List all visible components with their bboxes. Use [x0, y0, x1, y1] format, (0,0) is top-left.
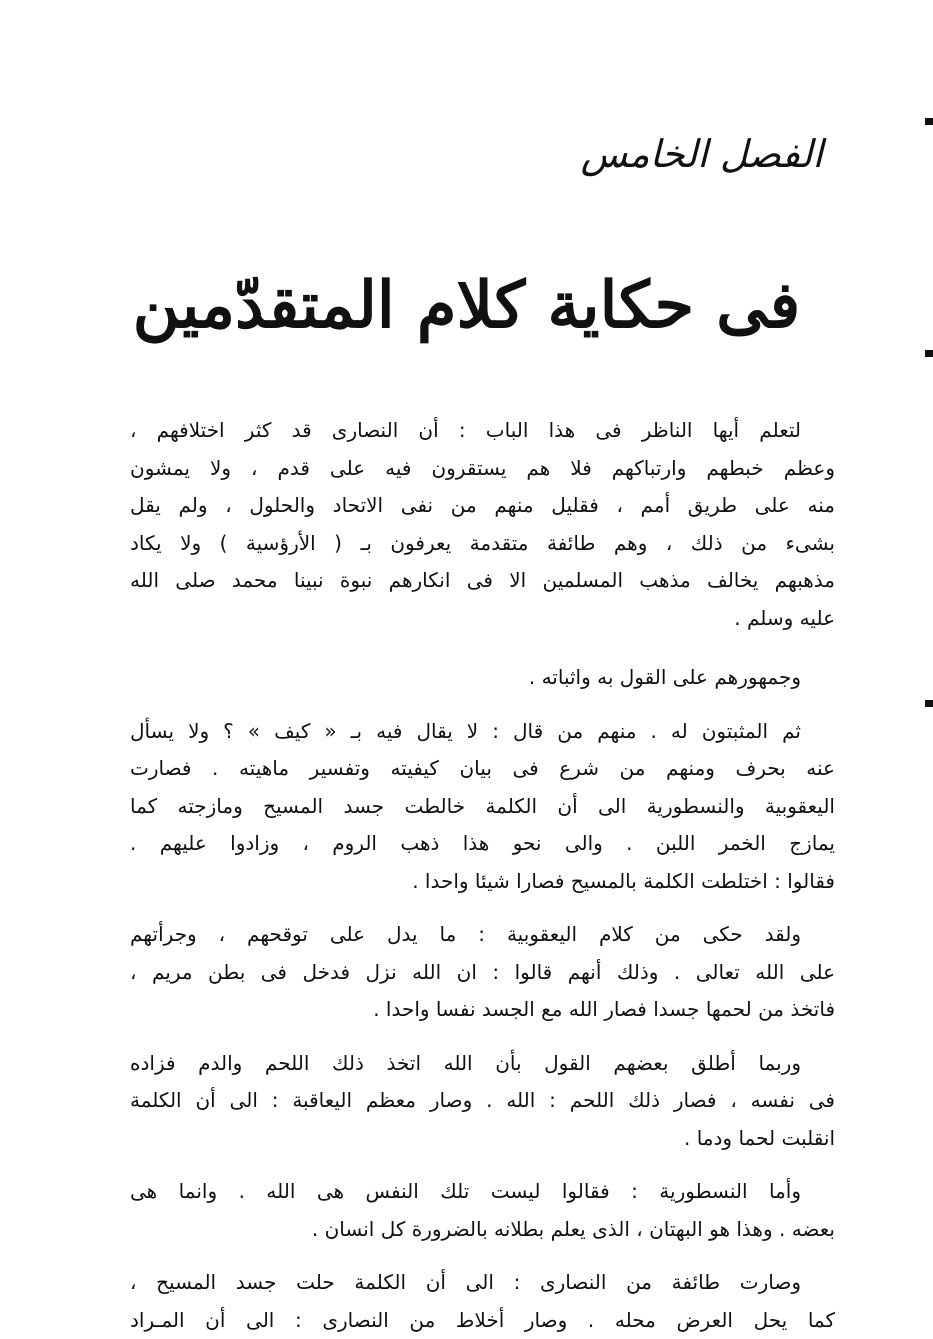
text-line: كما يحل العرض محله . وصار أخلاط من النصارى : الى أن المـراد: [130, 1302, 835, 1339]
text-line: فى نفسه ، فصار ذلك اللحم : الله . وصار معظم اليعاقبة : الى أن الكلمة: [130, 1082, 835, 1120]
paragraph-7: [130, 1264, 835, 1339]
paragraph-6: [130, 1173, 835, 1248]
chapter-heading: الفصل الخامس: [581, 132, 823, 176]
text-line: ولقد حكى من كلام اليعقوبية : ما يدل على توقحهم ، وجرأتهم: [130, 916, 835, 954]
margin-mark: [925, 700, 933, 707]
body-text: [130, 412, 835, 1339]
text-line: وأما النسطورية : فقالوا ليست تلك النفس هى الله . وانما هى: [130, 1173, 835, 1211]
text-line: وربما أطلق بعضهم القول بأن الله اتخذ ذلك اللحم والدم فزاده: [130, 1045, 835, 1083]
paragraph-3: [130, 713, 835, 901]
paragraph-1: [130, 412, 835, 637]
paragraph-2: [130, 659, 835, 697]
text-line: بعضه . وهذا هو البهتان ، الذى يعلم بطلانه بالضرورة كل انسان .: [130, 1211, 835, 1249]
text-line: فاتخذ من لحمها جسدا فصار الله مع الجسد نفسا واحدا .: [130, 991, 835, 1029]
text-line: انقلبت لحما ودما .: [130, 1120, 835, 1158]
text-line: لتعلم أيها الناظر فى هذا الباب : أن النصارى قد كثر اختلافهم ،: [130, 412, 835, 450]
margin-mark: [925, 350, 933, 357]
text-line: وصارت طائفة من النصارى : الى أن الكلمة حلت جسد المسيح ،: [130, 1264, 835, 1302]
text-line: بشىء من ذلك ، وهم طائفة متقدمة يعرفون بـ ( الأرؤسية ) ولا يكاد: [130, 525, 835, 563]
paragraph-5: [130, 1045, 835, 1158]
text-line: مذهبهم يخالف مذهب المسلمين الا فى انكارهم نبوة نبينا محمد صلى الله: [130, 562, 835, 600]
section-title: فى حكاية كلام المتقدّمين: [0, 268, 933, 343]
text-line: اليعقوبية والنسطورية الى أن الكلمة خالطت جسد المسيح ومازجته كما: [130, 788, 835, 826]
text-line: يمازج الخمر اللبن . والى نحو هذا ذهب الروم ، وزادوا عليهم .: [130, 825, 835, 863]
text-line: فقالوا : اختلطت الكلمة بالمسيح فصارا شيئا واحدا .: [130, 863, 835, 901]
text-line: منه على طريق أمم ، فقليل منهم من نفى الاتحاد والحلول ، ولم يقل: [130, 487, 835, 525]
text-line: عنه بحرف ومنهم من شرع فى بيان كيفيته وتفسير ماهيته . فصارت: [130, 750, 835, 788]
text-line: عليه وسلم .: [130, 600, 835, 638]
margin-mark: [925, 118, 933, 125]
text-line: على الله تعالى . وذلك أنهم قالوا : ان الله نزل فدخل فى بطن مريم ،: [130, 954, 835, 992]
text-line: وعظم خبطهم وارتباكهم فلا هم يستقرون فيه على قدم ، ولا يمشون: [130, 450, 835, 488]
text-line: ثم المثبتون له . منهم من قال : لا يقال فيه بـ « كيف » ؟ ولا يسأل: [130, 713, 835, 751]
text-line: وجمهورهم على القول به واثباته .: [130, 659, 835, 697]
paragraph-4: [130, 916, 835, 1029]
